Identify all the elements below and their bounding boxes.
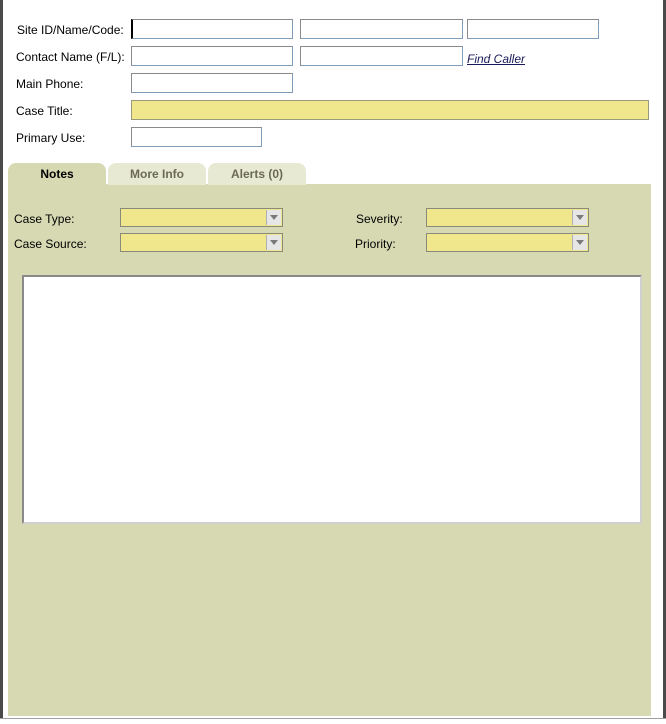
primary-use-label: Primary Use:: [16, 131, 86, 145]
chevron-down-icon: [266, 235, 281, 250]
primary-use-input[interactable]: [131, 127, 262, 147]
priority-select[interactable]: [426, 233, 589, 252]
severity-select[interactable]: [426, 208, 589, 227]
tab-notes[interactable]: Notes: [8, 163, 106, 185]
contact-name-label: Contact Name (F/L):: [16, 50, 125, 64]
window-left-border: [0, 0, 3, 723]
find-caller-link[interactable]: Find Caller: [467, 52, 526, 66]
site-name-input[interactable]: [300, 19, 463, 39]
site-label: Site ID/Name/Code:: [17, 23, 124, 37]
tab-more-info[interactable]: More Info: [108, 163, 206, 185]
case-title-input[interactable]: [131, 100, 649, 120]
notes-textarea[interactable]: [22, 275, 642, 524]
chevron-down-icon: [572, 210, 587, 225]
case-type-select[interactable]: [120, 208, 283, 227]
main-phone-input[interactable]: [131, 73, 293, 93]
main-phone-label: Main Phone:: [16, 77, 84, 91]
case-source-select[interactable]: [120, 233, 283, 252]
priority-label: Priority:: [355, 237, 396, 251]
window-bottom-border: [0, 718, 666, 724]
case-title-label: Case Title:: [16, 104, 73, 118]
case-source-label: Case Source:: [14, 237, 87, 251]
tab-alerts[interactable]: Alerts (0): [208, 163, 306, 185]
chevron-down-icon: [572, 235, 587, 250]
site-code-input[interactable]: [467, 19, 599, 39]
severity-label: Severity:: [356, 212, 403, 226]
contact-last-name-input[interactable]: [300, 46, 463, 66]
chevron-down-icon: [266, 210, 281, 225]
case-type-label: Case Type:: [14, 212, 75, 226]
contact-first-name-input[interactable]: [131, 46, 293, 66]
site-id-input[interactable]: [131, 19, 293, 39]
